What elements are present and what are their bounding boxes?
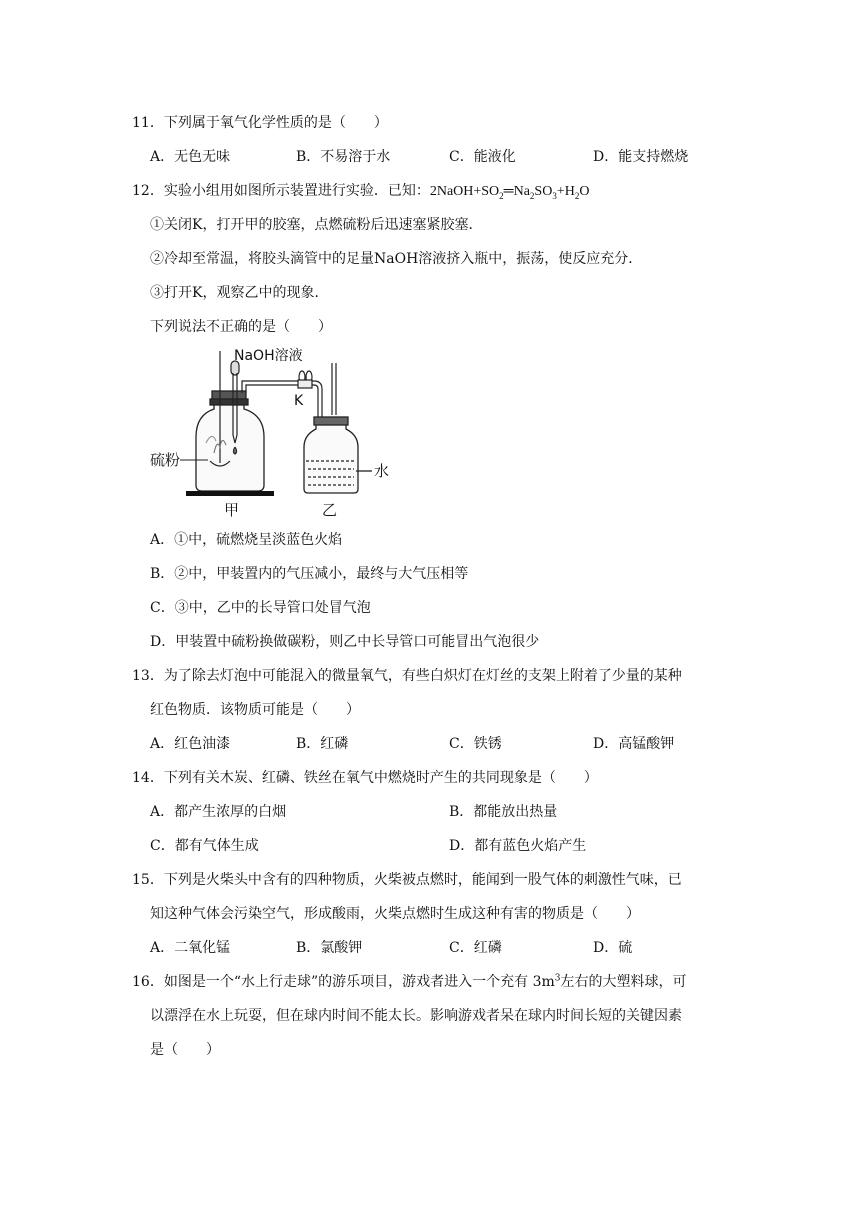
eq-sub: 2: [529, 190, 535, 201]
stand-base: [186, 491, 274, 496]
label-yi: 乙: [322, 501, 338, 519]
q15-option-c: C．红磷: [449, 940, 502, 956]
q13-line-1: 13．为了除去灯泡中可能混入的微量氧气，有些白炽灯在灯丝的支架上附着了少量的某种: [132, 668, 682, 684]
q13-option-c: C．铁锈: [449, 736, 502, 752]
label-water: 水: [374, 462, 390, 480]
q16-line-1: [132, 971, 687, 991]
q13-line-2: 红色物质．该物质可能是（ ）: [150, 702, 360, 718]
eq-sign: ═: [503, 184, 514, 199]
q14-stem: 14．下列有关木炭、红磷、铁丝在氧气中燃烧时产生的共同现象是（ ）: [132, 770, 598, 786]
q16-line-1-b: 左右的大塑料球，可: [560, 974, 687, 990]
q15-line-1: 15．下列是火柴头中含有的四种物质，火柴被点燃时，能闻到一股气体的刺激性气味，已: [132, 872, 682, 888]
q14-option-d: D．都有蓝色火焰产生: [449, 838, 587, 854]
q15-option-a: A．二氧化锰: [150, 940, 231, 956]
q11-option-d: D．能支持燃烧: [593, 149, 689, 165]
bottle-jia: [196, 391, 264, 491]
q15-option-b: B．氯酸钾: [296, 940, 363, 956]
q12-option-d: D．甲装置中硫粉换做碳粉，则乙中长导管口可能冒出气泡很少: [150, 634, 540, 650]
q12-step-1: ①关闭K，打开甲的胶塞，点燃硫粉后迅速塞紧胶塞．: [150, 217, 483, 233]
bottle-yi: [304, 417, 372, 493]
q16-line-2: 以漂浮在水上玩耍，但在球内时间不能太长。影响游戏者呆在球内时间长短的关键因素: [150, 1008, 682, 1024]
eq-sub: 3: [552, 190, 557, 201]
q12-option-a: A．①中，硫燃烧呈淡蓝色火焰: [150, 532, 343, 548]
q14-option-c: C．都有气体生成: [150, 838, 259, 854]
q16-line-1-sup: 3: [554, 973, 561, 984]
eq-sub: 2: [499, 190, 504, 201]
eq-part: O: [579, 184, 590, 199]
q11-option-b: B．不易溶于水: [296, 149, 391, 165]
q15-line-2: 知这种气体会污染空气，形成酸雨，火柴点燃时生成这种有害的物质是（ ）: [150, 906, 640, 922]
eq-part: Na: [513, 184, 530, 199]
label-jia: 甲: [224, 501, 240, 519]
q13-option-d: D．高锰酸钾: [593, 736, 675, 752]
q12-stem: [132, 180, 589, 201]
clamp-k: [298, 371, 312, 388]
q12-question: 下列说法不正确的是（ ）: [150, 319, 332, 335]
eq-part: 2NaOH+SO: [429, 184, 500, 199]
q13-option-b: B．红磷: [296, 736, 349, 752]
q11-option-a: A．无色无味: [150, 149, 231, 165]
q11-stem: 11．下列属于氧气化学性质的是（ ）: [132, 115, 388, 131]
label-sulfur: 硫粉: [150, 451, 181, 469]
eq-sub: 2: [574, 190, 580, 201]
q16-line-1-a: 16．如图是一个“水上行走球”的游乐项目，游戏者进入一个充有 3m: [132, 974, 555, 990]
q14-option-a: A．都产生浓厚的白烟: [150, 804, 287, 820]
q13-option-a: A．红色油漆: [150, 736, 231, 752]
q12-option-b: B．②中，甲装置内的气压减小，最终与大气压相等: [150, 566, 469, 582]
label-k: K: [294, 393, 304, 409]
q11-option-c: C．能液化: [449, 149, 516, 165]
q15-option-d: D．硫: [593, 940, 633, 956]
q12-step-3: ③打开K，观察乙中的现象．: [150, 285, 329, 301]
q12-stem-prefix: 12．实验小组用如图所示装置进行实验．已知：: [132, 183, 430, 199]
eq-part: SO: [534, 184, 553, 199]
eq-part: +H: [556, 184, 575, 199]
apparatus-figure: [146, 343, 406, 523]
q12-option-c: C．③中，乙中的长导管口处冒气泡: [150, 600, 371, 616]
q12-equation: [430, 184, 590, 199]
q16-line-3: 是（ ）: [150, 1042, 220, 1058]
q12-step-2: ②冷却至常温，将胶头滴管中的足量NaOH溶液挤入瓶中，振荡，使反应充分．: [150, 251, 643, 267]
label-naoh: NaOH溶液: [234, 348, 303, 364]
q14-option-b: B．都能放出热量: [449, 804, 558, 820]
